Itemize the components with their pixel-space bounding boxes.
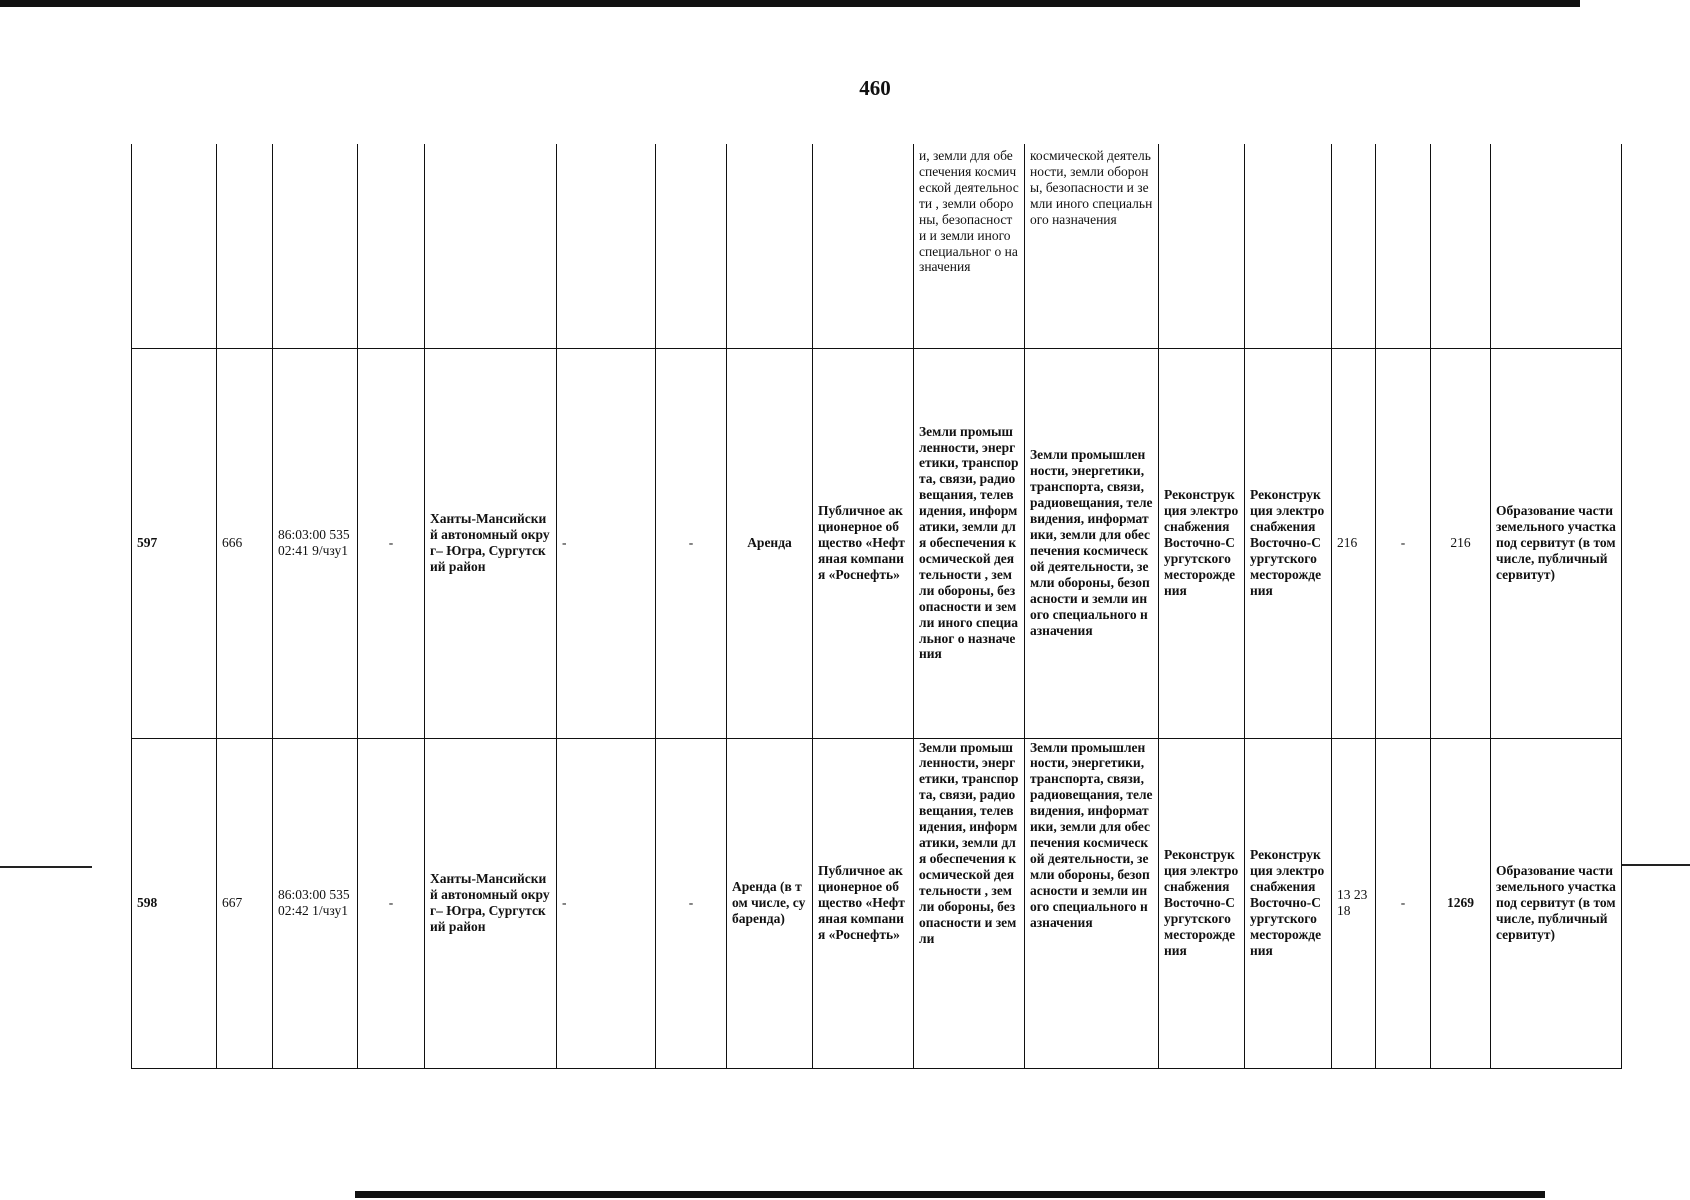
cell-col7: -	[656, 348, 727, 738]
cell-holder: Публичное акционерное общество «Нефтяная компания «Роснефть»	[813, 348, 914, 738]
cell-land-category: и, земли для обеспечения космической деятельности , земли обороны, безопасности и земли иного специальног о назначения	[914, 144, 1025, 348]
cell-right-type	[727, 144, 813, 348]
cell-ref-number: 667	[217, 738, 273, 1068]
cell-row-number: 598	[132, 738, 217, 1068]
cell-row-number	[132, 144, 217, 348]
cell-purpose	[1159, 144, 1245, 348]
cell-land-category-new: Земли промышленности, энергетики, транспорта, связи, радиовещания, телевидения, информатики, земли для обеспечения космической деятельности, земли обороны, безопасности и земли иного специального назначения	[1025, 738, 1159, 1068]
table-row-597	[132, 348, 1622, 738]
cell-holder	[813, 144, 914, 348]
cell-ref-number: 666	[217, 348, 273, 738]
cell-right-type: Аренда (в том числе, субаренда)	[727, 738, 813, 1068]
cell-cadastral-number: 86:03:00 53502:41 9/чзу1	[273, 348, 358, 738]
cell-col4: -	[358, 348, 425, 738]
table-row-continued	[132, 144, 1622, 348]
scan-top-bar	[0, 0, 1580, 7]
cell-location: Ханты-Мансийский автономный округ– Югра, Сургутский район	[425, 738, 557, 1068]
cell-row-number: 597	[132, 348, 217, 738]
cell-right-type: Аренда	[727, 348, 813, 738]
cell-area	[1332, 144, 1376, 348]
cell-cadastral-number: 86:03:00 53502:42 1/чзу1	[273, 738, 358, 1068]
cell-holder: Публичное акционерное общество «Нефтяная компания «Роснефть»	[813, 738, 914, 1068]
cell-location	[425, 144, 557, 348]
cell-cadastral-number	[273, 144, 358, 348]
cell-land-category: Земли промышленности, энергетики, транспорта, связи, радиовещания, телевидения, информатики, земли для обеспечения космической деятельности , земли обороны, безопасности и земли иного специальног о назначения	[914, 348, 1025, 738]
cell-area: 13 23 18	[1332, 738, 1376, 1068]
cell-area-total: 216	[1431, 348, 1491, 738]
land-register-table	[131, 144, 1622, 1069]
scan-bottom-bar	[355, 1191, 1545, 1198]
cell-purpose-new: Реконструкция электроснабжения Восточно-Сургутского месторождения	[1245, 738, 1332, 1068]
cell-col7	[656, 144, 727, 348]
cell-note: Образование части земельного участка под сервитут (в том числе, публичный сервитут)	[1491, 738, 1622, 1068]
cell-area-total: 1269	[1431, 738, 1491, 1068]
cell-note: Образование части земельного участка под сервитут (в том числе, публичный сервитут)	[1491, 348, 1622, 738]
cell-col7: -	[656, 738, 727, 1068]
table-row-598	[132, 738, 1622, 1068]
cell-col15: -	[1376, 348, 1431, 738]
cell-land-category-new: Земли промышленности, энергетики, транспорта, связи, радиовещания, телевидения, информатики, земли для обеспечения космической деятельности, земли обороны, безопасности и земли иного специального назначения	[1025, 348, 1159, 738]
cell-note	[1491, 144, 1622, 348]
cell-purpose: Реконструкция электроснабжения Восточно-Сургутского месторождения	[1159, 348, 1245, 738]
cell-col6	[557, 144, 656, 348]
scan-side-mark-left	[0, 866, 92, 868]
cell-land-category: Земли промышленности, энергетики, транспорта, связи, радиовещания, телевидения, информатики, земли для обеспечения космической деятельности , земли обороны, безопасности и земли	[914, 738, 1025, 1068]
cell-location: Ханты-Мансийский автономный округ– Югра, Сургутский район	[425, 348, 557, 738]
cell-col4	[358, 144, 425, 348]
page-number: 460	[859, 76, 891, 100]
cell-area: 216	[1332, 348, 1376, 738]
cell-land-category-new: космической деятельности, земли обороны, безопасности и земли иного специального назначения	[1025, 144, 1159, 348]
cell-col4: -	[358, 738, 425, 1068]
cell-col15	[1376, 144, 1431, 348]
cell-col15: -	[1376, 738, 1431, 1068]
scan-side-mark-right	[1622, 864, 1690, 866]
cell-purpose-new	[1245, 144, 1332, 348]
cell-area-total	[1431, 144, 1491, 348]
cell-purpose-new: Реконструкция электроснабжения Восточно-Сургутского месторождения	[1245, 348, 1332, 738]
cell-col6: -	[557, 348, 656, 738]
cell-purpose: Реконструкция электроснабжения Восточно-Сургутского месторождения	[1159, 738, 1245, 1068]
cell-ref-number	[217, 144, 273, 348]
cell-col6: -	[557, 738, 656, 1068]
